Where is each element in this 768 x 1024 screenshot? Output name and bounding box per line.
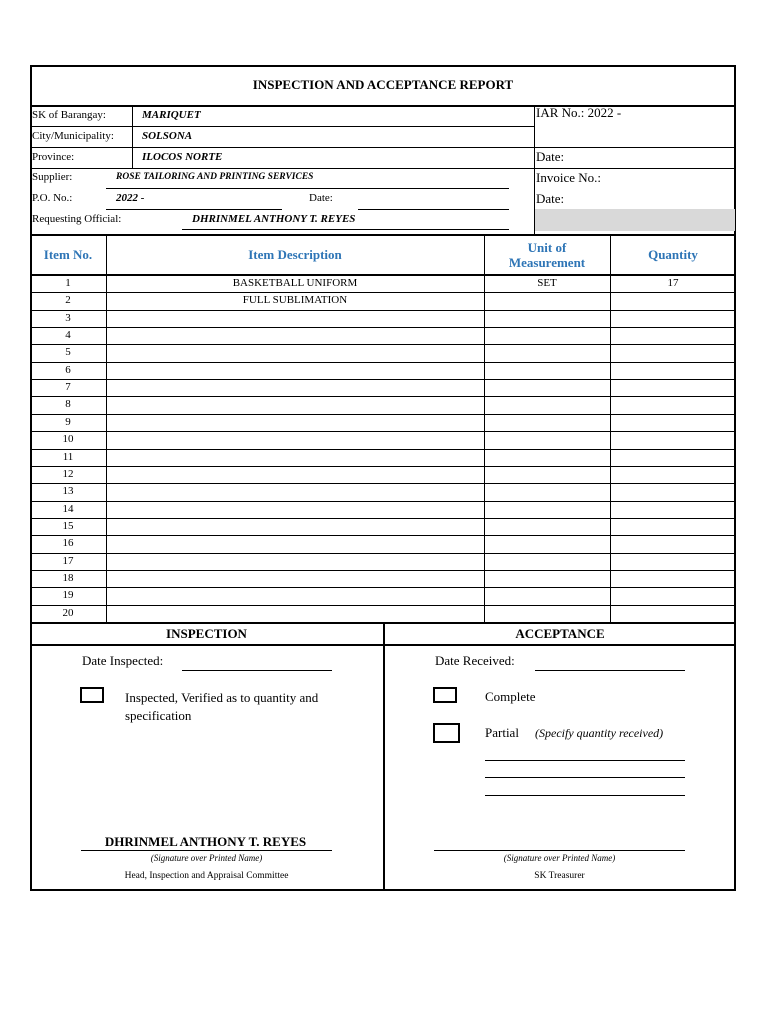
table-cell-no: 14	[62, 502, 74, 515]
table-row-divider	[30, 327, 736, 328]
supplier-underline	[106, 188, 509, 189]
table-row-divider	[30, 553, 736, 554]
po-label: P.O. No.:	[32, 192, 73, 204]
sk-barangay-value: MARIQUET	[142, 109, 201, 121]
title-divider	[30, 105, 736, 107]
acceptance-signatory-title: SK Treasurer	[534, 871, 585, 881]
table-cell-no: 13	[62, 485, 74, 498]
po-underline	[106, 209, 282, 210]
table-row-divider	[30, 449, 736, 450]
table-cell-no: 8	[65, 398, 71, 411]
date-received-label: Date Received:	[435, 653, 515, 668]
column-divider	[484, 235, 485, 622]
table-row-divider	[30, 570, 736, 571]
requesting-official-value: DHRINMEL ANTHONY T. REYES	[192, 213, 356, 225]
inspected-verified-line1: Inspected, Verified as to quantity and	[125, 690, 319, 705]
table-row-divider	[30, 362, 736, 363]
partial-quantity-line[interactable]	[485, 760, 685, 761]
po-date-label: Date:	[309, 192, 333, 204]
table-row-divider	[30, 431, 736, 432]
iar-no-label: IAR No.: 2022 -	[536, 105, 622, 120]
complete-label: Complete	[485, 689, 536, 704]
table-row-divider	[30, 379, 736, 380]
table-cell-no: 6	[65, 363, 71, 376]
supplier-label: Supplier:	[32, 171, 73, 183]
city-value: SOLSONA	[142, 130, 193, 142]
table-cell-no: 17	[62, 554, 74, 567]
column-divider	[106, 235, 107, 622]
table-cell-no: 7	[65, 381, 71, 394]
report-title: INSPECTION AND ACCEPTANCE REPORT	[252, 77, 514, 92]
inspection-signatory-title: Head, Inspection and Appraisal Committee	[124, 871, 289, 881]
date-received-field[interactable]	[535, 670, 685, 671]
inspected-verified-label	[125, 689, 318, 725]
table-row-divider	[30, 466, 736, 467]
iar-date-label: Date:	[536, 149, 565, 164]
column-header-unit-line1: Unit of	[527, 239, 567, 255]
inspected-verified-line2: specification	[125, 708, 192, 723]
table-cell-unit: SET	[537, 277, 557, 289]
table-cell-no: 9	[65, 415, 71, 428]
city-label: City/Municipality:	[32, 130, 114, 142]
table-cell-no: 3	[65, 311, 71, 324]
partial-note: (Specify quantity received)	[535, 726, 664, 740]
inspection-signatory-name: DHRINMEL ANTHONY T. REYES	[104, 834, 307, 849]
invoice-no-label: Invoice No.:	[536, 170, 601, 185]
column-divider	[610, 235, 611, 622]
table-cell-no: 2	[65, 294, 71, 307]
table-cell-no: 15	[62, 519, 74, 532]
header-divider	[30, 126, 534, 127]
table-cell-no: 20	[62, 606, 74, 619]
po-value: 2022 -	[116, 192, 145, 204]
header-divider	[30, 147, 736, 148]
table-cell-desc: FULL SUBLIMATION	[242, 294, 348, 307]
table-cell-no: 11	[62, 450, 74, 463]
partial-quantity-line[interactable]	[485, 795, 685, 796]
table-cell-no: 18	[62, 571, 74, 584]
table-cell-no: 16	[62, 537, 74, 550]
table-row-divider	[30, 535, 736, 536]
province-label: Province:	[32, 151, 75, 163]
table-cell-no: 10	[62, 433, 74, 446]
date-inspected-label: Date Inspected:	[82, 653, 164, 668]
complete-checkbox[interactable]	[433, 687, 457, 703]
table-row-divider	[30, 605, 736, 606]
column-header-item-description: Item Description	[248, 247, 342, 262]
date-inspected-field[interactable]	[182, 670, 332, 671]
column-header-quantity: Quantity	[648, 247, 698, 262]
table-header-bottom-border	[30, 274, 736, 276]
header-column-divider	[132, 105, 133, 168]
table-cell-no: 1	[65, 277, 71, 289]
header-divider	[30, 168, 736, 169]
table-row-divider	[30, 483, 736, 484]
table-cell-qty: 17	[667, 277, 679, 289]
supplier-value: ROSE TAILORING AND PRINTING SERVICES	[116, 172, 314, 182]
inspection-signature-caption: (Signature over Printed Name)	[150, 853, 263, 863]
column-header-unit	[484, 235, 610, 274]
acceptance-signature-caption: (Signature over Printed Name)	[503, 853, 616, 863]
table-cell-no: 4	[65, 329, 71, 342]
po-date-underline	[358, 209, 509, 210]
inspection-signature-line	[81, 850, 332, 851]
section-divider	[383, 622, 385, 891]
table-cell-no: 12	[62, 467, 74, 480]
table-cell-desc: BASKETBALL UNIFORM	[232, 277, 358, 289]
invoice-date-label: Date:	[536, 191, 565, 206]
table-row-divider	[30, 344, 736, 345]
table-row-divider	[30, 414, 736, 415]
partial-quantity-line[interactable]	[485, 777, 685, 778]
requesting-official-underline	[182, 229, 509, 230]
inspected-verified-checkbox[interactable]	[80, 687, 104, 703]
acceptance-signature-line	[434, 850, 685, 851]
inspection-heading: INSPECTION	[166, 626, 247, 641]
sk-barangay-label: SK of Barangay:	[32, 109, 106, 121]
shaded-cell	[535, 209, 735, 231]
table-row-divider	[30, 501, 736, 502]
column-header-item-no: Item No.	[43, 247, 93, 262]
acceptance-heading: ACCEPTANCE	[515, 626, 605, 641]
requesting-official-label: Requesting Official:	[32, 213, 122, 225]
table-row-divider	[30, 292, 736, 293]
table-row-divider	[30, 310, 736, 311]
table-row-divider	[30, 518, 736, 519]
table-cell-no: 5	[65, 346, 71, 359]
table-row-divider	[30, 396, 736, 397]
table-row-divider	[30, 587, 736, 588]
table-cell-no: 19	[62, 589, 74, 602]
column-header-unit-line2: Measurement	[508, 254, 586, 270]
province-value: ILOCOS NORTE	[142, 151, 223, 163]
partial-label: Partial	[485, 725, 519, 740]
partial-checkbox[interactable]	[433, 723, 460, 743]
